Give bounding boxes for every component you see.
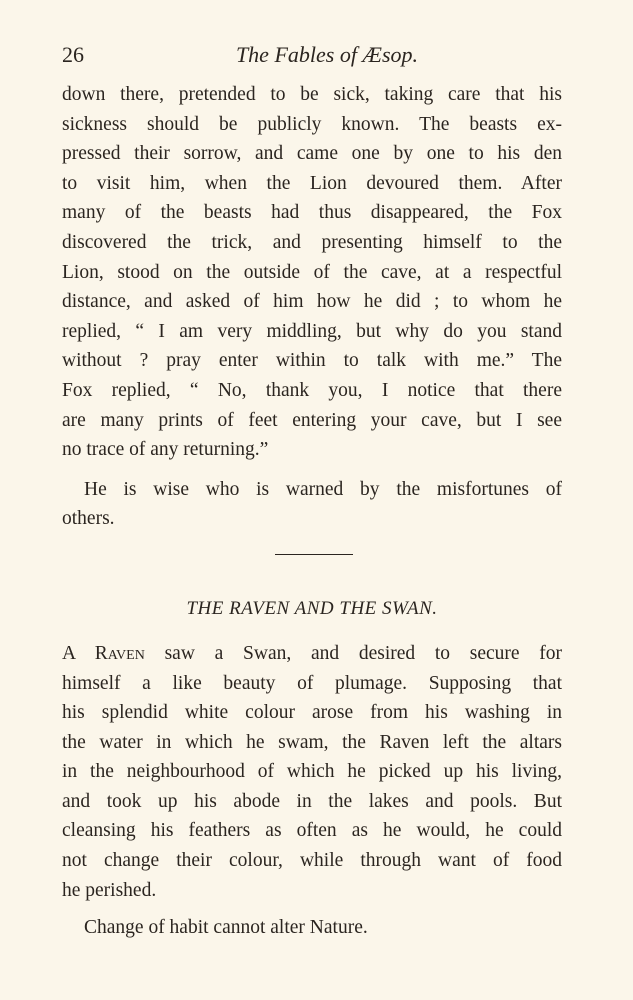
text-line: many of the beasts had thus disappeared, the Fox — [62, 202, 562, 224]
fable-lion-fox-moral — [62, 475, 562, 534]
opening-word: Raven — [94, 642, 145, 664]
text-line: discovered the trick, and presenting himself to the — [62, 231, 562, 253]
text-line: sickness should be publicly known. The beasts ex- — [62, 113, 562, 135]
text-line: pressed their sorrow, and came one by one to his den — [62, 143, 562, 165]
text-line: himself a like beauty of plumage. Supposing that — [62, 672, 562, 694]
running-head — [62, 40, 562, 70]
fable-lion-fox-body — [62, 80, 562, 465]
first-line-rest: saw a Swan, and desired to secure for — [164, 642, 563, 664]
text-line: no trace of any returning.” — [62, 439, 269, 461]
text-line: without ? pray enter within to talk with me.” The — [62, 350, 562, 372]
moral-line: He is wise who is warned by the misfortunes of — [84, 478, 562, 500]
book-title: The Fables of Æsop. — [235, 42, 419, 67]
text-line: down there, pretended to be sick, taking care that his — [62, 84, 562, 105]
moral-line: others. — [62, 508, 115, 530]
fable-raven-swan-body — [62, 639, 562, 905]
text-line: distance, and asked of him how he did ; to whom he — [62, 291, 562, 313]
text-line: are many prints of feet entering your cave, but I see — [62, 409, 562, 431]
text-line: he perished. — [62, 879, 157, 901]
text-line: his splendid white colour arose from his washing in — [62, 702, 562, 724]
section-divider — [275, 554, 353, 555]
opening-letter: A — [62, 642, 76, 664]
text-line: in the neighbourhood of which he picked up his living, — [62, 761, 562, 783]
text-line: Lion, stood on the outside of the cave, at a respectful — [62, 261, 562, 283]
text-line: not change their colour, while through want of food — [62, 850, 562, 872]
text-line: and took up his abode in the lakes and pools. But — [62, 790, 562, 812]
text-line: to visit him, when the Lion devoured them. After — [62, 172, 562, 194]
page-number: 26 — [62, 42, 84, 67]
moral-line: Change of habit cannot alter Nature. — [84, 917, 368, 939]
text-line: Fox replied, “ No, thank you, I notice that there — [62, 379, 562, 401]
text-line — [62, 639, 562, 669]
text-line: cleansing his feathers as often as he would, he could — [62, 820, 562, 842]
text-line: replied, “ I am very middling, but why do you stand — [62, 320, 562, 342]
fable-raven-swan-moral — [62, 913, 562, 943]
text-line: the water in which he swam, the Raven left the altars — [62, 731, 562, 753]
fable-title: THE RAVEN AND THE SWAN. — [186, 597, 438, 619]
book-page — [62, 40, 562, 943]
